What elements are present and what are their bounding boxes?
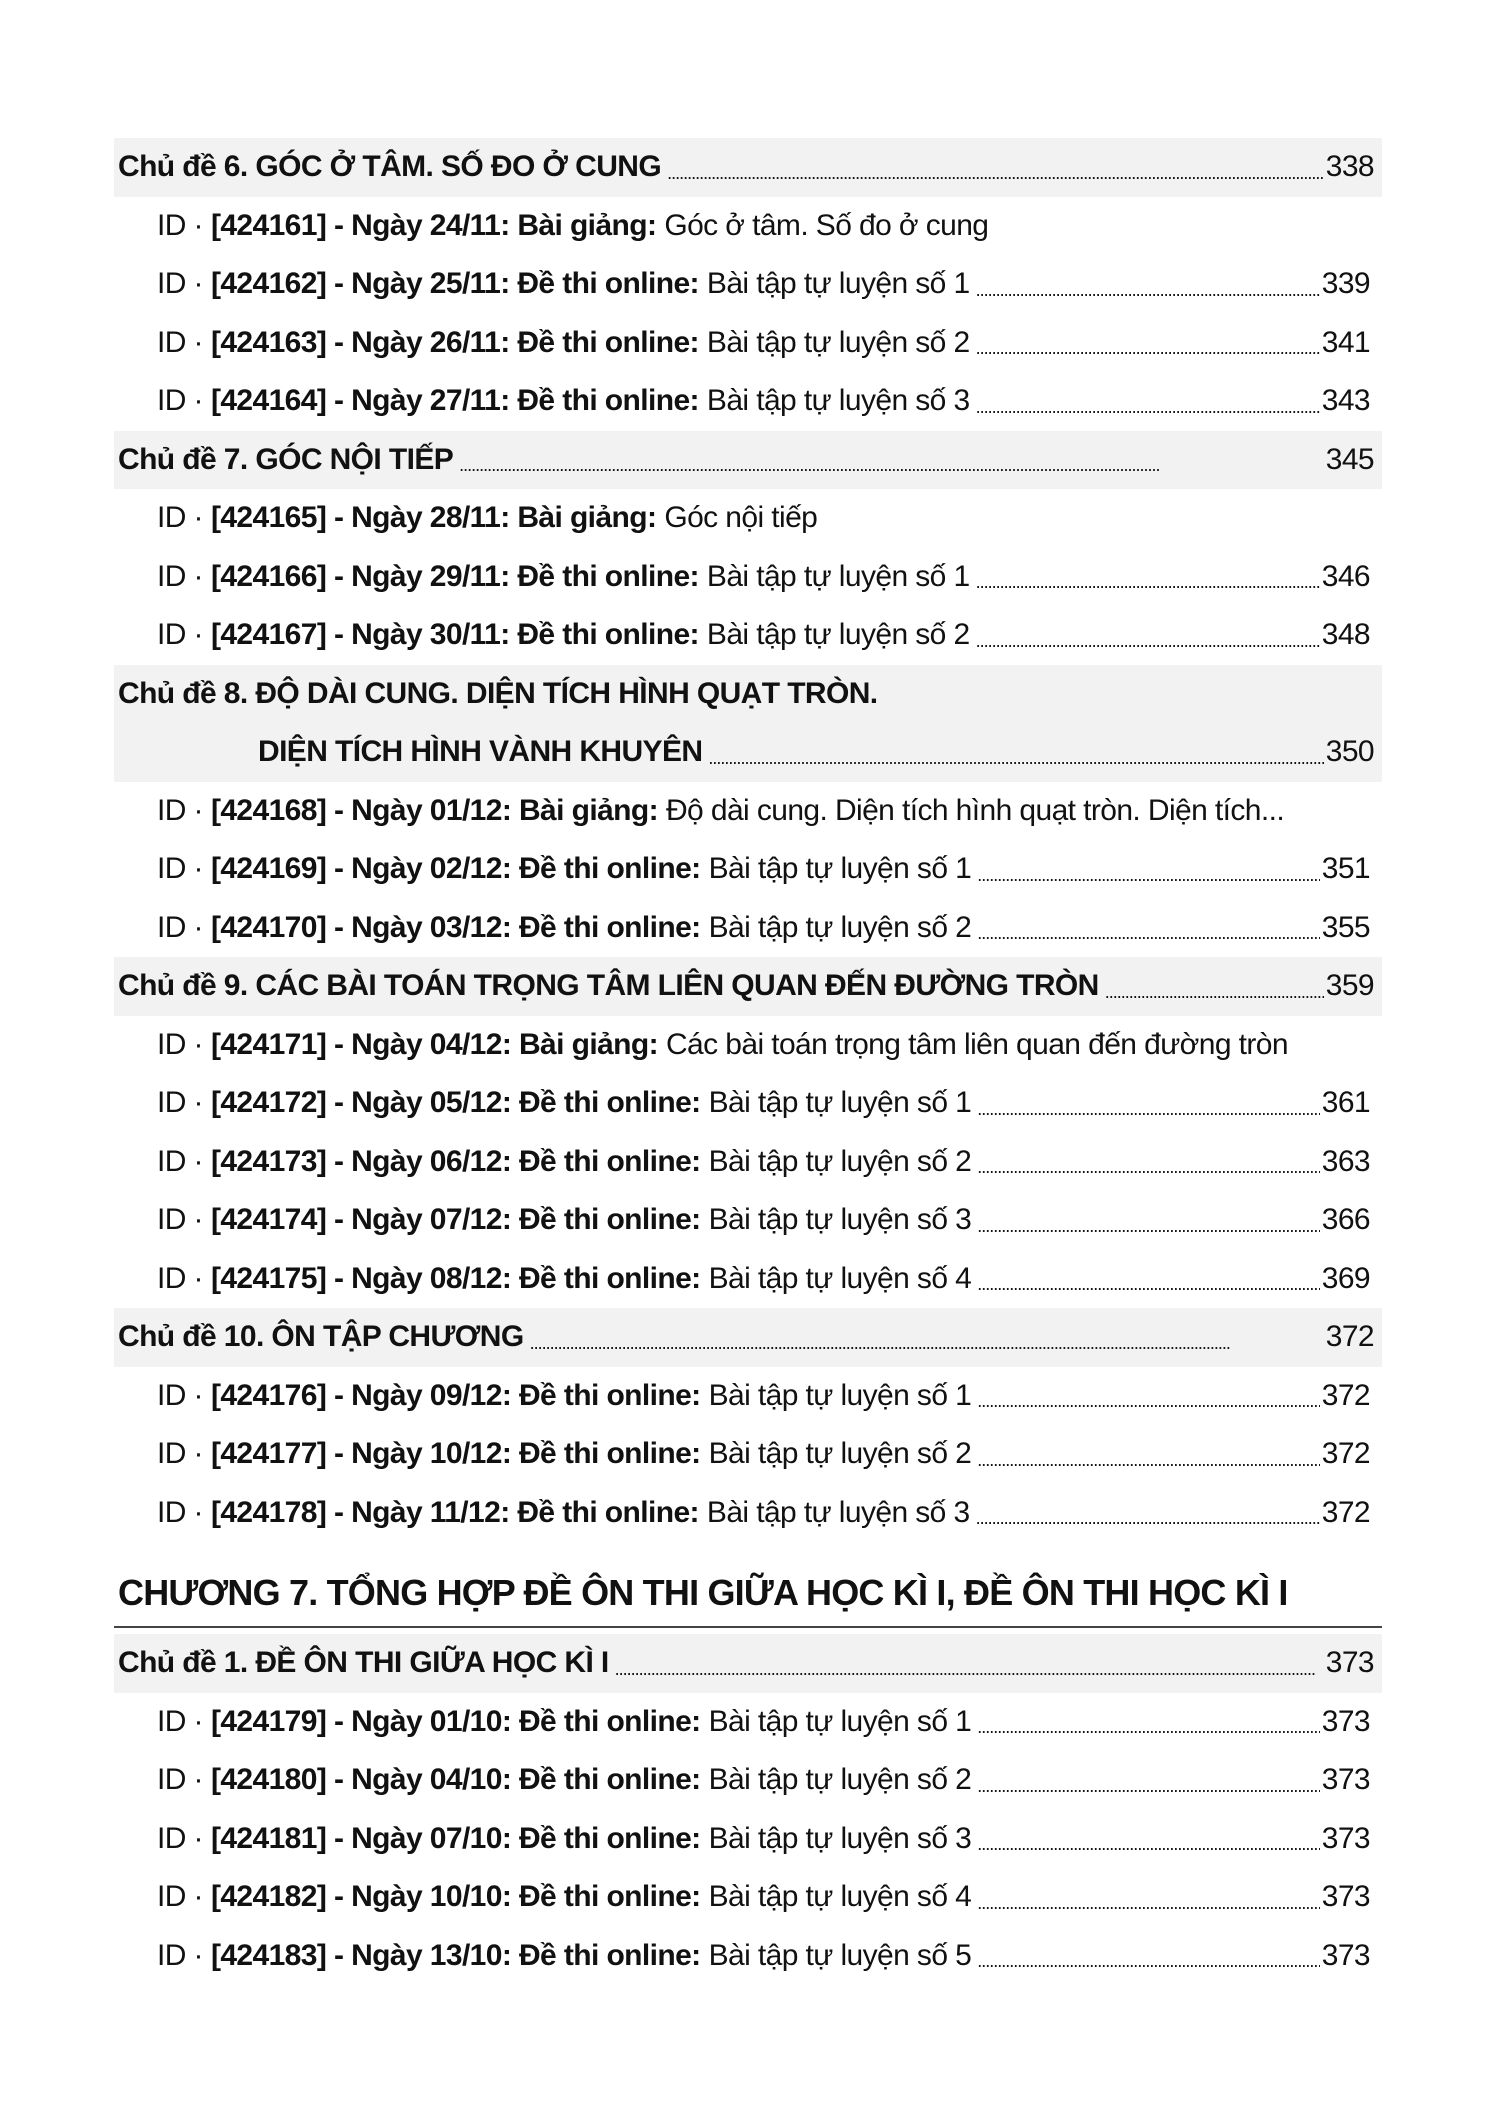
item-title: Bài tập tự luyện số 4 [708,1880,972,1914]
page-number: 355 [1321,910,1370,944]
dot-leader [615,1662,1324,1676]
topic-title: Chủ đề 6. GÓC Ở TÂM. SỐ ĐO Ở CUNG [118,150,662,184]
dot-leader [977,1102,1320,1116]
topic-title: Chủ đề 7. GÓC NỘI TIẾP [118,442,454,476]
page-number: 351 [1321,852,1370,886]
toc-topic-8[interactable] [114,665,1382,782]
dot-leader [708,751,1323,765]
dot-leader [976,283,1320,297]
dot-leader [977,1720,1320,1734]
item-prefix: ID · [157,267,203,301]
toc-item[interactable] [114,1367,1382,1426]
dot-leader [977,1896,1320,1910]
page-number: 372 [1321,1495,1370,1529]
page-number: 373 [1325,1646,1374,1680]
page-number: 348 [1321,618,1370,652]
item-title: Bài tập tự luyện số 1 [706,559,970,593]
item-prefix: ID · [157,1880,203,1914]
table-of-contents [114,138,1382,1985]
toc-item[interactable] [114,840,1382,899]
item-title: Bài tập tự luyện số 3 [706,1495,970,1529]
topic-title: Chủ đề 9. CÁC BÀI TOÁN TRỌNG TÂM LIÊN QUAN ĐẾN ĐƯỜNG TRÒN [118,969,1099,1003]
item-prefix: ID · [157,1378,203,1412]
item-prefix: ID · [157,1144,203,1178]
page-number: 359 [1325,969,1374,1003]
item-label: [424161] - Ngày 24/11: Bài giảng: [210,208,657,242]
dot-leader [977,1453,1320,1467]
dot-leader [977,868,1320,882]
toc-item[interactable] [114,899,1382,958]
item-title: Bài tập tự luyện số 2 [706,618,970,652]
page-number: 363 [1321,1144,1370,1178]
item-prefix: ID · [157,1437,203,1471]
dot-leader [977,1779,1320,1793]
dot-leader [667,166,1324,180]
item-prefix: ID · [157,618,203,652]
item-prefix: ID · [157,501,203,535]
toc-item[interactable] [114,1191,1382,1250]
item-prefix: ID · [157,910,203,944]
item-title: Bài tập tự luyện số 3 [706,384,970,418]
page-number: 339 [1321,267,1370,301]
dot-leader [530,1336,1324,1350]
dot-leader [977,1219,1320,1233]
item-label: [424175] - Ngày 08/12: Đề thi online: [210,1261,701,1295]
item-label: [424162] - Ngày 25/11: Đề thi online: [210,267,699,301]
item-label: [424164] - Ngày 27/11: Đề thi online: [210,384,699,418]
topic-title-line-2 [118,723,1382,782]
page-number: 373 [1321,1704,1370,1738]
item-label: [424177] - Ngày 10/12: Đề thi online: [210,1437,701,1471]
page-number: 373 [1321,1880,1370,1914]
toc-item[interactable] [114,489,1382,548]
item-title: Bài tập tự luyện số 1 [708,1378,972,1412]
page-number: 361 [1321,1086,1370,1120]
chapter-title: CHƯƠNG 7. TỔNG HỢP ĐỀ ÔN THI GIỮA HỌC KÌ I, ĐỀ ÔN THI HỌC KÌ I [118,1572,1288,1613]
toc-item[interactable] [114,1810,1382,1869]
item-label: [424173] - Ngày 06/12: Đề thi online: [210,1144,701,1178]
item-prefix: ID · [157,1261,203,1295]
toc-item[interactable] [114,1693,1382,1752]
item-prefix: ID · [157,1495,203,1529]
page-number: 350 [1325,735,1374,769]
chapter-heading[interactable] [114,1542,1382,1628]
page-number: 343 [1321,384,1370,418]
dot-leader [977,926,1320,940]
item-label: [424165] - Ngày 28/11: Bài giảng: [210,501,657,535]
item-title: Bài tập tự luyện số 2 [708,1763,972,1797]
toc-item[interactable] [114,197,1382,256]
dot-leader [976,400,1320,414]
dot-leader [977,1837,1320,1851]
dot-leader [976,1511,1320,1525]
item-prefix: ID · [157,1763,203,1797]
item-title: Các bài toán trọng tâm liên quan đến đường tròn [665,1027,1288,1061]
toc-topic-7[interactable] [114,431,1382,490]
item-title: Bài tập tự luyện số 2 [708,1144,972,1178]
item-prefix: ID · [157,1821,203,1855]
page-number: 341 [1321,325,1370,359]
page-number: 373 [1321,1821,1370,1855]
toc-item[interactable] [114,782,1382,841]
item-title: Bài tập tự luyện số 3 [708,1203,972,1237]
dot-leader [976,634,1320,648]
item-title: Bài tập tự luyện số 2 [708,1437,972,1471]
page-number: 346 [1321,559,1370,593]
item-label: [424179] - Ngày 01/10: Đề thi online: [210,1704,701,1738]
item-title: Bài tập tự luyện số 4 [708,1261,972,1295]
toc-item[interactable] [114,1868,1382,1927]
item-title: Bài tập tự luyện số 3 [708,1821,972,1855]
item-label: [424178] - Ngày 11/12: Đề thi online: [210,1495,699,1529]
item-title: Góc nội tiếp [664,501,818,535]
dot-leader [459,458,1324,472]
dot-leader [977,1954,1320,1968]
item-label: [424170] - Ngày 03/12: Đề thi online: [210,910,701,944]
page-number: 345 [1325,442,1374,476]
toc-item[interactable] [114,372,1382,431]
item-label: [424181] - Ngày 07/10: Đề thi online: [210,1821,701,1855]
toc-item[interactable] [114,1133,1382,1192]
item-title: Bài tập tự luyện số 2 [708,910,972,944]
item-label: [424174] - Ngày 07/12: Đề thi online: [210,1203,701,1237]
page-number: 372 [1325,1320,1374,1354]
item-label: [424168] - Ngày 01/12: Bài giảng: [210,793,658,827]
item-prefix: ID · [157,793,203,827]
topic-title-line-1 [118,665,1382,724]
toc-topic-6[interactable] [114,138,1382,197]
toc-item[interactable] [114,1250,1382,1309]
item-title: Bài tập tự luyện số 1 [708,1704,972,1738]
item-prefix: ID · [157,1027,203,1061]
item-label: [424183] - Ngày 13/10: Đề thi online: [210,1938,701,1972]
item-title: Bài tập tự luyện số 2 [706,325,970,359]
dot-leader [977,1394,1320,1408]
item-prefix: ID · [157,1086,203,1120]
page-number: 366 [1321,1203,1370,1237]
item-prefix: ID · [157,852,203,886]
item-title: Góc ở tâm. Số đo ở cung [664,208,989,242]
item-prefix: ID · [157,1203,203,1237]
toc-topic-9[interactable] [114,957,1382,1016]
toc-item[interactable] [114,548,1382,607]
page-number: 372 [1321,1437,1370,1471]
toc-item[interactable] [114,1484,1382,1543]
toc-item[interactable] [114,314,1382,373]
item-label: [424167] - Ngày 30/11: Đề thi online: [210,618,699,652]
toc-chapter7-topic-1[interactable] [114,1634,1382,1693]
item-prefix: ID · [157,208,203,242]
item-title: Bài tập tự luyện số 1 [708,852,972,886]
item-label: [424182] - Ngày 10/10: Đề thi online: [210,1880,701,1914]
topic-title: Chủ đề 10. ÔN TẬP CHƯƠNG [118,1320,524,1354]
page-number: 369 [1321,1261,1370,1295]
toc-item[interactable] [114,1927,1382,1986]
toc-item[interactable] [114,606,1382,665]
topic-title: Chủ đề 8. ĐỘ DÀI CUNG. DIỆN TÍCH HÌNH QUẠT TRÒN. [118,676,878,710]
topic-title-continued: DIỆN TÍCH HÌNH VÀNH KHUYÊN [258,735,703,769]
page-number: 373 [1321,1763,1370,1797]
dot-leader [976,575,1320,589]
item-title: Bài tập tự luyện số 1 [706,267,970,301]
item-label: [424176] - Ngày 09/12: Đề thi online: [210,1378,701,1412]
item-label: [424169] - Ngày 02/12: Đề thi online: [210,852,701,886]
dot-leader [1105,985,1324,999]
item-title: Bài tập tự luyện số 1 [708,1086,972,1120]
item-label: [424171] - Ngày 04/12: Bài giảng: [210,1027,658,1061]
item-prefix: ID · [157,559,203,593]
item-prefix: ID · [157,325,203,359]
item-label: [424166] - Ngày 29/11: Đề thi online: [210,559,699,593]
item-prefix: ID · [157,384,203,418]
page-number: 372 [1321,1378,1370,1412]
dot-leader [977,1160,1320,1174]
item-label: [424180] - Ngày 04/10: Đề thi online: [210,1763,701,1797]
toc-item[interactable] [114,1016,1382,1075]
item-title: Độ dài cung. Diện tích hình quạt tròn. Diện tích... [665,793,1285,827]
item-label: [424172] - Ngày 05/12: Đề thi online: [210,1086,701,1120]
toc-topic-10[interactable] [114,1308,1382,1367]
page-number: 373 [1321,1938,1370,1972]
toc-item[interactable] [114,1074,1382,1133]
toc-item[interactable] [114,1425,1382,1484]
item-title: Bài tập tự luyện số 5 [708,1938,972,1972]
toc-item[interactable] [114,255,1382,314]
page-number: 338 [1325,150,1374,184]
item-prefix: ID · [157,1938,203,1972]
item-label: [424163] - Ngày 26/11: Đề thi online: [210,325,699,359]
dot-leader [976,341,1320,355]
item-prefix: ID · [157,1704,203,1738]
toc-item[interactable] [114,1751,1382,1810]
topic-title: Chủ đề 1. ĐỀ ÔN THI GIỮA HỌC KÌ I [118,1646,609,1680]
dot-leader [977,1277,1320,1291]
